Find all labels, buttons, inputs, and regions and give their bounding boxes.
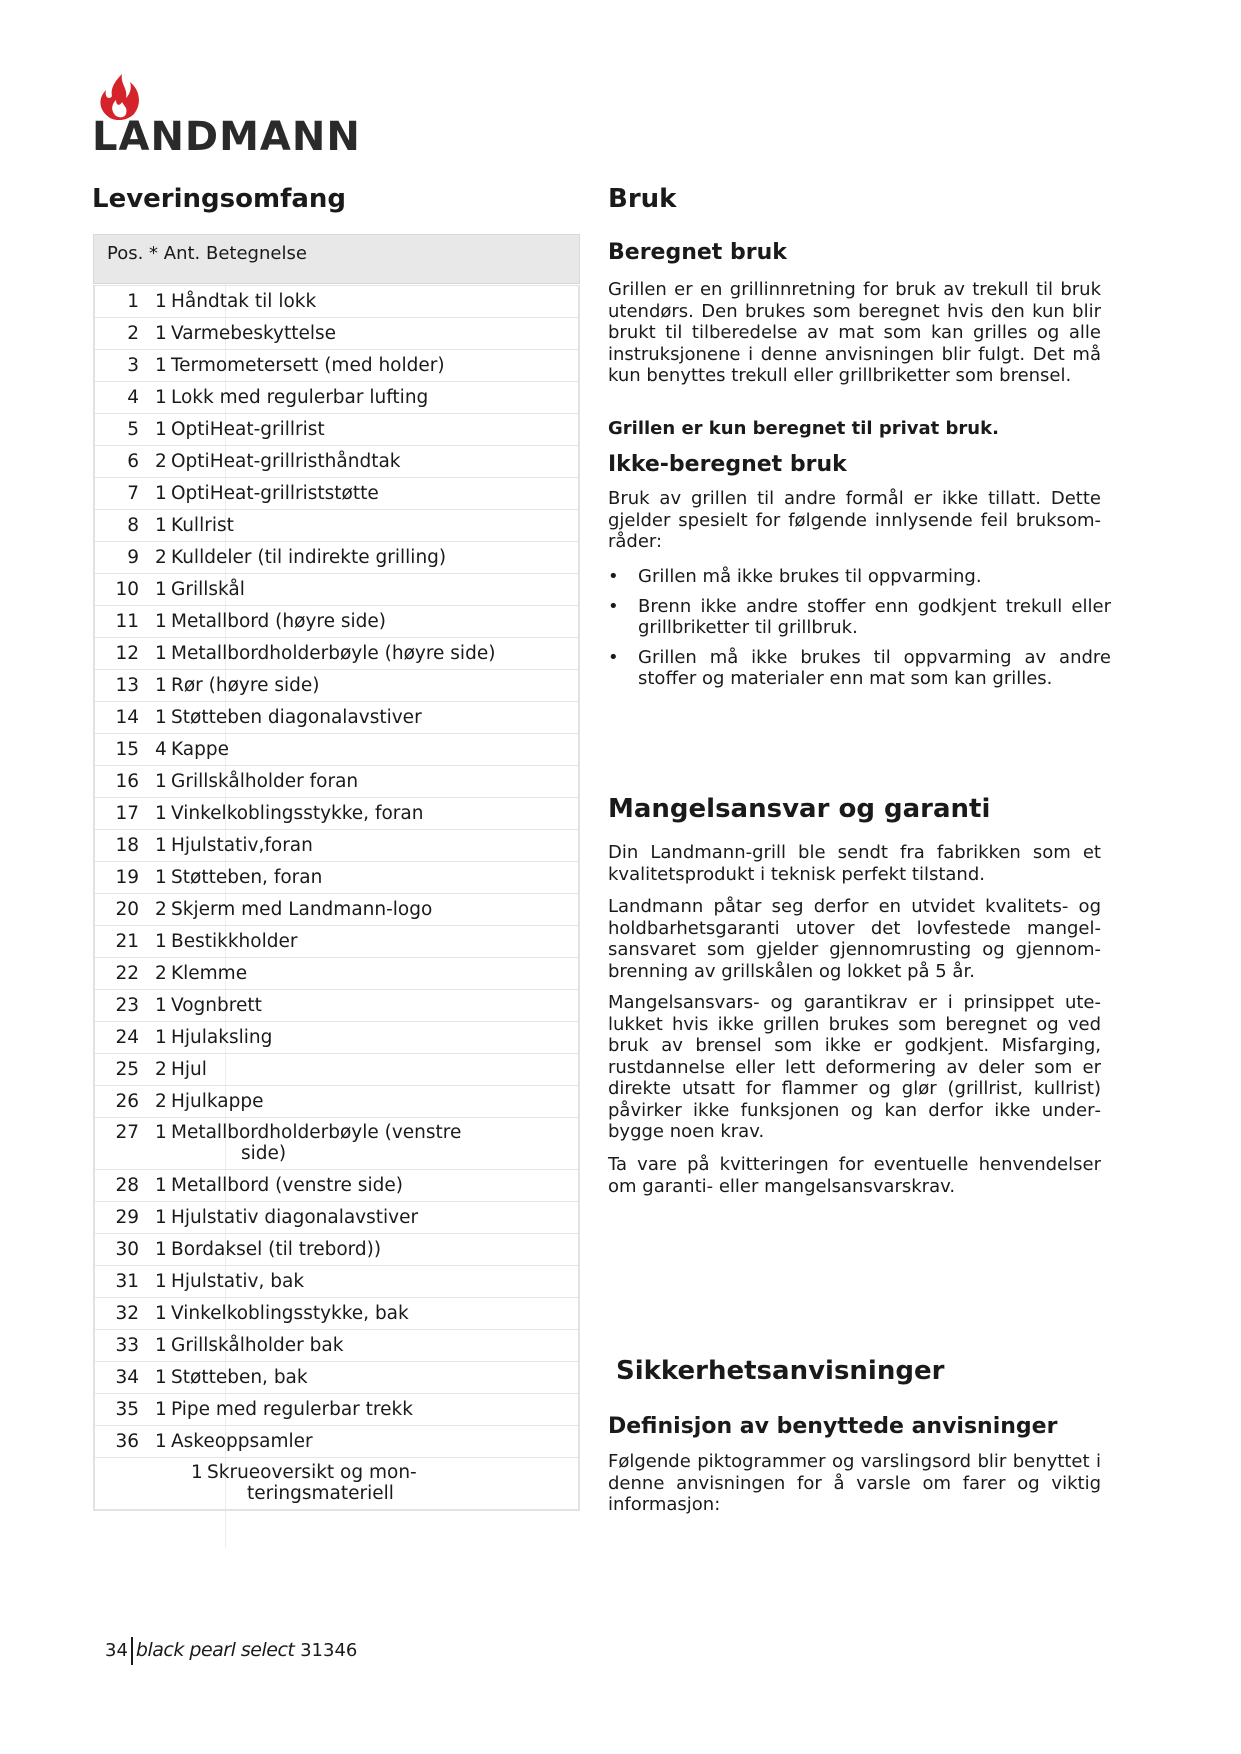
row-quantity: 1: [155, 1271, 167, 1292]
row-quantity: 1: [155, 1207, 167, 1228]
row-description: [171, 1426, 313, 1457]
row-position: 15: [115, 739, 139, 760]
row-description: [171, 478, 379, 509]
row-quantity: 1: [155, 611, 167, 632]
row-quantity: 2: [155, 1091, 167, 1112]
row-position: 6: [127, 451, 139, 472]
row-description: [171, 1122, 471, 1164]
row-position: 14: [115, 707, 139, 728]
row-position: 28: [115, 1175, 139, 1196]
row-position: 22: [115, 963, 139, 984]
row-position: 1: [127, 291, 139, 312]
row-description-text: Kappe: [171, 739, 230, 760]
row-description: [171, 734, 229, 765]
row-description-text: Grillskålholder foran: [171, 771, 359, 792]
row-description: [171, 1234, 381, 1265]
row-description: [171, 446, 401, 477]
bullet-icon: •: [608, 646, 619, 668]
row-description: [171, 1022, 272, 1053]
row-quantity: 2: [155, 963, 167, 984]
table-row: [95, 1053, 578, 1085]
logo-wordmark: LANDMANN: [92, 114, 361, 160]
row-quantity: 1: [155, 803, 167, 824]
row-description: [171, 1330, 343, 1361]
row-position: 18: [115, 835, 139, 856]
row-position: 21: [115, 931, 139, 952]
bullet-icon: •: [608, 595, 619, 617]
row-description-text: Støtteben, bak: [171, 1367, 308, 1388]
row-description-text: Hjulkappe: [171, 1091, 264, 1112]
heading-bruk: Bruk: [608, 184, 677, 214]
row-description-text: Hjulaksling: [171, 1027, 273, 1048]
row-description-text: Hjulstativ diagonalavstiver: [171, 1207, 419, 1228]
table-row: [95, 413, 578, 445]
heading-mangelsansvar: Mangelsansvar og garanti: [608, 794, 991, 824]
row-position: 24: [115, 1027, 139, 1048]
table-row: [95, 1265, 578, 1297]
list-item: • Brenn ikke andre stoffer enn godkjent trekull eller grillbriketter til grillbruk.: [608, 595, 1111, 638]
table-row: [95, 445, 578, 477]
row-description-text: Hjulstativ, bak: [171, 1271, 305, 1292]
row-position: 16: [115, 771, 139, 792]
row-description-text: Støtteben, foran: [171, 867, 323, 888]
garanti-paragraph-2: Landmann påtar seg derfor en utvidet kvalitets- og holdbarhetsgaranti utover det lovfestede mangelsansvaret som gjelder gjennomrusting og gjennombrenning av grillskålen og lokket på 5 år.: [608, 896, 1101, 982]
privat-bruk-text: Grillen er kun beregnet til privat bruk.: [608, 418, 999, 439]
row-description: [171, 1202, 418, 1233]
landmann-logo: [92, 70, 372, 160]
row-description-text: Klemme: [171, 963, 248, 984]
misuse-list: [608, 566, 1111, 698]
row-position: 12: [115, 643, 139, 664]
row-quantity: 1: [155, 643, 167, 664]
row-description-text: Hjul: [171, 1059, 207, 1080]
row-quantity: 2: [155, 899, 167, 920]
footer-divider: [131, 1637, 133, 1665]
row-description: [171, 1394, 413, 1425]
table-row: [95, 893, 578, 925]
row-description: [171, 1266, 304, 1297]
row-description-text: Vinkelkoblingsstykke, bak: [171, 1303, 409, 1324]
parts-table: [93, 234, 580, 1511]
row-quantity: 2: [155, 547, 167, 568]
row-description-text: Grillskålholder bak: [171, 1335, 344, 1356]
row-quantity: 1: [155, 387, 167, 408]
table-row: [95, 1233, 578, 1265]
table-row: [95, 381, 578, 413]
row-description-text: Kulldeler (til indirekte grilling): [171, 547, 447, 568]
table-row: [95, 605, 578, 637]
row-quantity: 1: [155, 515, 167, 536]
table-row: [95, 1021, 578, 1053]
table-row: [95, 477, 578, 509]
row-quantity: 1: [155, 867, 167, 888]
table-header: Pos. * Ant. Betegnelse: [93, 234, 580, 284]
table-row: [95, 1361, 578, 1393]
row-quantity: 1: [155, 1367, 167, 1388]
row-description-text: Rør (høyre side): [171, 675, 320, 696]
row-quantity: 1: [155, 707, 167, 728]
row-description: [171, 1170, 403, 1201]
row-position: 30: [115, 1239, 139, 1260]
row-position: 11: [115, 611, 139, 632]
heading-definisjon: Definisjon av benyttede anvisninger: [608, 1414, 1058, 1439]
table-row: [95, 957, 578, 989]
row-quantity: 1: [155, 419, 167, 440]
row-quantity: 1: [155, 931, 167, 952]
row-position: 25: [115, 1059, 139, 1080]
row-quantity: 1: [155, 675, 167, 696]
row-description-text: Kullrist: [171, 515, 234, 536]
row-description: [171, 1054, 207, 1085]
row-description: [171, 318, 336, 349]
row-description: [171, 510, 234, 541]
table-row: [95, 1201, 578, 1233]
row-description: [171, 990, 262, 1021]
row-description-text: Vognbrett: [171, 995, 262, 1016]
row-description-text: Skrueoversikt og mon-: [207, 1462, 417, 1483]
table-row: [95, 797, 578, 829]
row-quantity: 1: [155, 1175, 167, 1196]
row-quantity: 1: [155, 1335, 167, 1356]
row-description-text: OptiHeat-grillriststøtte: [171, 483, 379, 504]
table-row: [95, 733, 578, 765]
row-description: [171, 926, 297, 957]
table-row: [95, 829, 578, 861]
row-position: 36: [115, 1431, 139, 1452]
table-row: [95, 925, 578, 957]
row-position: 31: [115, 1271, 139, 1292]
row-position: 9: [127, 547, 139, 568]
row-position: 32: [115, 1303, 139, 1324]
row-description: [171, 382, 428, 413]
row-description-text: Grillskål: [171, 579, 245, 600]
row-quantity: 1: [155, 1399, 167, 1420]
row-position: 27: [115, 1122, 139, 1143]
table-row: [95, 765, 578, 797]
beregnet-bruk-text: Grillen er en grillinnretning for bruk av trekull til bruk utendørs. Den brukes som beregnet hvis den kun blir brukt til tilberedelse av mat som kan grilles og alle instruksjonene i denne anvisningen blir fulgt. Det må kun benyttes trekull eller grillbriketter som brensel.: [608, 279, 1101, 386]
row-description-text: Varmebeskyttelse: [171, 323, 337, 344]
row-description: [171, 766, 358, 797]
row-description: [171, 1362, 308, 1393]
row-description: [171, 1298, 409, 1329]
table-row: [95, 1169, 578, 1201]
row-description-text: Vinkelkoblingsstykke, foran: [171, 803, 424, 824]
row-description: [207, 1462, 447, 1504]
row-quantity: 1: [155, 1431, 167, 1452]
row-quantity: 1: [155, 771, 167, 792]
row-description-text: OptiHeat-grillristhåndtak: [171, 451, 401, 472]
row-description: [171, 862, 322, 893]
row-description: [171, 1086, 264, 1117]
table-body: [93, 285, 580, 1511]
row-description: [171, 350, 445, 381]
list-item: • Grillen må ikke brukes til oppvarming av andre stoffer og materialer enn mat som kan grilles.: [608, 646, 1111, 689]
table-row: [95, 637, 578, 669]
row-quantity: 2: [155, 1059, 167, 1080]
table-row: [95, 1329, 578, 1361]
row-quantity: 1: [155, 355, 167, 376]
row-position: 26: [115, 1091, 139, 1112]
heading-leveringsomfang: Leveringsomfang: [92, 184, 347, 214]
row-description-text: OptiHeat-grillrist: [171, 419, 325, 440]
row-quantity: 1: [155, 1303, 167, 1324]
row-description: [171, 670, 319, 701]
garanti-paragraph-3: Mangelsansvars- og garantikrav er i prinsippet utelukket hvis ikke grillen brukes som beregnet og ved bruk av brensel som ikke er godkjent. Misfarging, rustdannelse eller lett deformering av deler som er direkte utsatt for flammer og glør (grillrist, kullrist) påvirker ikke funksjonen og kan derfor ikke underbygge noen krav.: [608, 992, 1101, 1142]
row-description-text: Pipe med regulerbar trekk: [171, 1399, 413, 1420]
row-description: [171, 830, 313, 861]
garanti-paragraph-4: Ta vare på kvitteringen for eventuelle henvendelser om garanti- eller mangelsansvarskrav.: [608, 1154, 1101, 1197]
row-position: 29: [115, 1207, 139, 1228]
row-position: 33: [115, 1335, 139, 1356]
table-row: [95, 1085, 578, 1117]
list-item: • Grillen må ikke brukes til oppvarming.: [608, 566, 982, 587]
model-name: black pearl select: [135, 1639, 295, 1661]
row-description: [171, 286, 316, 317]
table-row: [95, 509, 578, 541]
row-description: [171, 542, 446, 573]
row-description: [171, 894, 432, 925]
table-row: [95, 285, 578, 317]
row-description-continuation: teringsmateriell: [247, 1483, 394, 1504]
row-quantity: 1: [191, 1462, 203, 1483]
row-description-text: Metallbordholderbøyle (venstre: [171, 1122, 462, 1143]
heading-sikkerhetsanvisninger: Sikkerhetsanvisninger: [616, 1356, 945, 1386]
row-description-text: Metallbord (venstre side): [171, 1175, 403, 1196]
row-description: [171, 414, 325, 445]
row-description-text: Bestikkholder: [171, 931, 298, 952]
row-position: 7: [127, 483, 139, 504]
row-description: [171, 798, 423, 829]
table-row: [95, 1297, 578, 1329]
row-position: 23: [115, 995, 139, 1016]
row-description: [171, 574, 245, 605]
row-description: [171, 606, 386, 637]
row-position: 8: [127, 515, 139, 536]
table-row: [95, 989, 578, 1021]
row-position: 19: [115, 867, 139, 888]
ikke-beregnet-text: Bruk av grillen til andre formål er ikke tillatt. Dette gjelder spesielt for følgende innlysende feil bruksområder:: [608, 488, 1101, 552]
row-position: 3: [127, 355, 139, 376]
row-quantity: 1: [155, 835, 167, 856]
table-row: [95, 541, 578, 573]
row-description-text: Termometersett (med holder): [171, 355, 445, 376]
heading-ikke-beregnet-bruk: Ikke-beregnet bruk: [608, 452, 847, 477]
row-description: [171, 702, 422, 733]
row-quantity: 1: [155, 483, 167, 504]
table-row: [95, 349, 578, 381]
garanti-paragraph-1: Din Landmann-grill ble sendt fra fabrikken som et kvalitetsprodukt i teknisk perfekt tilstand.: [608, 842, 1101, 885]
row-description-text: Lokk med regulerbar lufting: [171, 387, 429, 408]
row-description-text: Askeoppsamler: [171, 1431, 313, 1452]
row-description: [171, 958, 247, 989]
row-description-text: Metallbord (høyre side): [171, 611, 386, 632]
row-position: 2: [127, 323, 139, 344]
table-row: [95, 701, 578, 733]
page-number: 34: [105, 1640, 128, 1661]
table-row: [95, 1117, 578, 1169]
row-position: 5: [127, 419, 139, 440]
row-description: [171, 638, 495, 669]
row-quantity: 1: [155, 291, 167, 312]
row-position: 13: [115, 675, 139, 696]
row-description-text: Bordaksel (til trebord)): [171, 1239, 382, 1260]
flame-icon: [92, 70, 152, 120]
row-quantity: 4: [155, 739, 167, 760]
row-quantity: 1: [155, 1027, 167, 1048]
table-row: [95, 573, 578, 605]
row-quantity: 1: [155, 579, 167, 600]
row-position: 20: [115, 899, 139, 920]
row-position: 4: [127, 387, 139, 408]
row-description-continuation: side): [241, 1143, 287, 1164]
bullet-icon: •: [608, 566, 619, 587]
row-description-text: Skjerm med Landmann-logo: [171, 899, 433, 920]
row-quantity: 1: [155, 323, 167, 344]
model-number: 31346: [300, 1640, 358, 1661]
table-row: [95, 1457, 578, 1509]
row-quantity: 2: [155, 451, 167, 472]
row-description-text: Hjulstativ,foran: [171, 835, 313, 856]
table-row: [95, 669, 578, 701]
table-row: [95, 317, 578, 349]
table-row: [95, 861, 578, 893]
row-position: 35: [115, 1399, 139, 1420]
page-footer: [105, 1637, 357, 1665]
row-position: 34: [115, 1367, 139, 1388]
row-description-text: Metallbordholderbøyle (høyre side): [171, 643, 496, 664]
row-quantity: 1: [155, 1122, 167, 1143]
row-position: 10: [115, 579, 139, 600]
table-row: [95, 1425, 578, 1457]
table-row: [95, 1393, 578, 1425]
row-description-text: Håndtak til lokk: [171, 291, 317, 312]
row-description-text: Støtteben diagonalavstiver: [171, 707, 422, 728]
row-quantity: 1: [155, 1239, 167, 1260]
row-quantity: 1: [155, 995, 167, 1016]
definisjon-text: Følgende piktogrammer og varslingsord blir benyttet i denne anvisningen for å varsle om farer og viktig informasjon:: [608, 1451, 1101, 1515]
row-position: 17: [115, 803, 139, 824]
heading-beregnet-bruk: Beregnet bruk: [608, 240, 787, 265]
